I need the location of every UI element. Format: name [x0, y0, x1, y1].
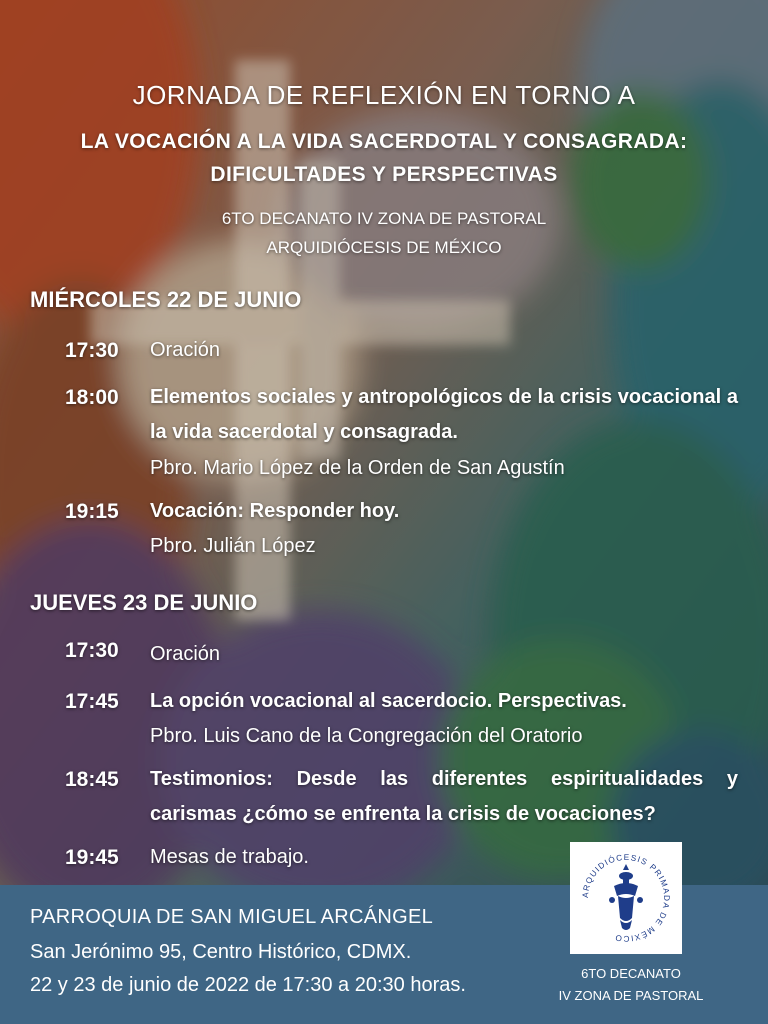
day-heading-2: JUEVES 23 DE JUNIO [30, 590, 258, 615]
schedule-title: Vocación: Responder hoy. [150, 500, 400, 522]
schedule-time: 17:30 [65, 339, 119, 362]
schedule-title: Mesas de trabajo. [150, 846, 309, 868]
seal-ring-text: ARQUIDIÓCESIS PRIMADA DE MÉXICO [580, 852, 672, 944]
venue-address: San Jerónimo 95, Centro Histórico, CDMX. [30, 941, 412, 963]
schedule-title: Testimonios: Desde las diferentes espiritualidades y carismas ¿cómo se enfrenta la crisis de vocaciones? [150, 768, 738, 825]
day-heading-1: MIÉRCOLES 22 DE JUNIO [30, 287, 302, 312]
schedule-title: Elementos sociales y antropológicos de la crisis vocacional a la vida sacerdotal y consagrada. [150, 386, 738, 443]
schedule-time: 19:45 [65, 846, 119, 869]
schedule-time: 17:45 [65, 690, 119, 713]
organizer-line-1: 6TO DECANATO IV ZONA DE PASTORAL [221, 209, 547, 228]
footer-organizer-line-2: IV ZONA DE PASTORAL [558, 988, 704, 1003]
schedule-time: 19:15 [65, 500, 119, 523]
schedule-time: 17:30 [65, 639, 119, 662]
schedule-time: 18:00 [65, 386, 119, 409]
event-title-line-2: DIFICULTADES Y PERSPECTIVAS [210, 163, 558, 186]
schedule-speaker: Pbro. Julián López [150, 535, 316, 557]
archdiocese-seal-icon [570, 842, 682, 954]
event-title-line-1: LA VOCACIÓN A LA VIDA SACERDOTAL Y CONSAGRADA: [80, 130, 688, 153]
schedule-title: Oración [150, 339, 221, 361]
schedule-speaker: Pbro. Mario López de la Orden de San Agustín [150, 457, 565, 479]
schedule-title: Oración [150, 643, 221, 665]
organizer-line-2: ARQUIDIÓCESIS DE MÉXICO [266, 238, 502, 257]
footer-organizer-line-1: 6TO DECANATO [581, 966, 681, 981]
event-kicker: JORNADA DE REFLEXIÓN EN TORNO A [132, 80, 636, 110]
schedule-time: 18:45 [65, 768, 119, 791]
event-dates: 22 y 23 de junio de 2022 de 17:30 a 20:30 horas. [30, 974, 466, 996]
schedule-title: La opción vocacional al sacerdocio. Perspectivas. [150, 690, 627, 712]
seal-emblem-icon [609, 864, 643, 930]
venue-name: PARROQUIA DE SAN MIGUEL ARCÁNGEL [30, 906, 434, 928]
schedule-speaker: Pbro. Luis Cano de la Congregación del Oratorio [150, 725, 583, 747]
